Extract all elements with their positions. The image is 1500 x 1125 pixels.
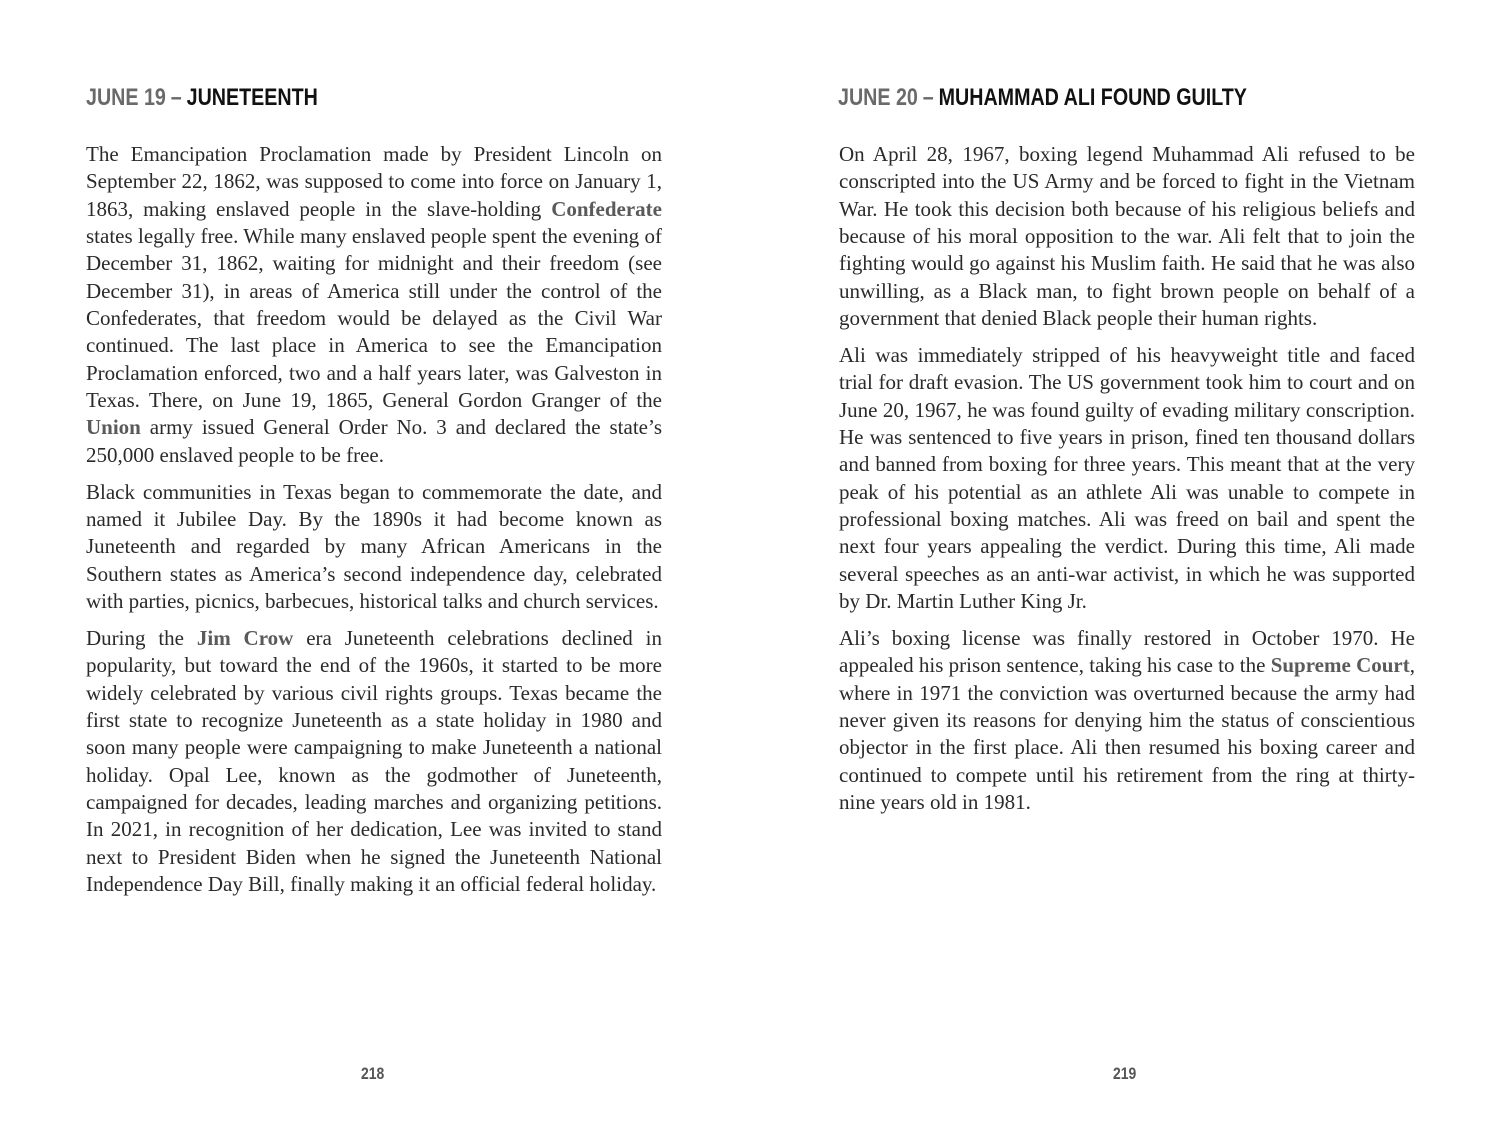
- keyword-supreme-court: Supreme Court: [1270, 653, 1410, 678]
- paragraph: [86, 479, 662, 616]
- paragraph: [86, 625, 662, 898]
- heading-separator: –: [922, 84, 934, 111]
- text-run: On April 28, 1967, boxing legend Muhammad Ali refused to be conscripted into the US Army and be forced to fight in the Vietnam War. He took this decision both because of his religious beliefs and because of his moral opposition to the war. Ali felt that to join the fighting would go against his Muslim faith. He said that he was also unwilling, as a Black man, to fight brown people on behalf of a government that denied Black people their human rights.: [839, 142, 1415, 331]
- text-run: Ali was immediately stripped of his heavyweight title and faced trial for draft evasion. The US government took him to court and on June 20, 1967, he was found guilty of evading military conscription. He was sentenced to five years in prison, fined ten thousand dollars and banned from boxing for three years. This meant that at the very peak of his potential as an athlete Ali was unable to compete in professional boxing matches. Ali was freed on bail and spent the next four years appealing the verdict. During this time, Ali made several speeches as an anti-war activist, in which he was supported by Dr. Martin Luther King Jr.: [839, 342, 1415, 613]
- text-run: , where in 1971 the conviction was overturned because the army had never given its reasons for denying him the status of conscientious objector in the first place. Ali then resumed his boxing career and continued to compete until his retirement from the ring at thirty-nine years old in 1981.: [839, 653, 1415, 814]
- text-run: Ali’s boxing license was finally restored in October 1970. He appealed his prison sentence, taking his case to the: [839, 625, 1415, 678]
- right-page: [750, 0, 1500, 1125]
- keyword-confederate: Confederate: [551, 196, 662, 221]
- entry-body: [839, 141, 1415, 826]
- text-run: states legally free. While many enslaved people spent the evening of December 31, 1862, waiting for midnight and their freedom (see December 31), in areas of America still under the control of the Confederates, that freedom would be delayed as the Civil War continued. The last place in America to see the Emancipation Proclamation enforced, two and a half years later, was Galveston in Texas. There, on June 19, 1865, General Gordon Granger of the: [86, 224, 662, 413]
- entry-title: MUHAMMAD ALI FOUND GUILTY: [938, 84, 1247, 111]
- entry-date: JUNE 20: [838, 84, 918, 111]
- text-run: Black communities in Texas began to commemorate the date, and named it Jubilee Day. By the 1890s it had become known as Juneteenth and regarded by many African Americans in the Southern states as America’s second independence day, celebrated with parties, picnics, barbecues, historical talks and church services.: [86, 479, 662, 613]
- text-run: era Juneteenth celebrations declined in popularity, but toward the end of the 1960s, it started to be more widely celebrated by various civil rights groups. Texas became the first state to recognize Juneteenth as a state holiday in 1980 and soon many people were campaigning to make Juneteenth a national holiday. Opal Lee, known as the godmother of Juneteenth, campaigned for decades, leading marches and organizing petitions. In 2021, in recognition of her dedication, Lee was invited to stand next to President Biden when he signed the Juneteenth National Independence Day Bill, finally making it an official federal holiday.: [86, 625, 662, 896]
- text-run: army issued General Order No. 3 and declared the state’s 250,000 enslaved people to be free.: [86, 415, 662, 467]
- paragraph: [839, 342, 1415, 615]
- heading-separator: –: [170, 84, 182, 111]
- entry-body: [86, 141, 662, 908]
- text-run: During the: [86, 625, 197, 650]
- entry-title: JUNETEENTH: [186, 84, 318, 111]
- text-run: The Emancipation Proclamation made by President Lincoln on September 22, 1862, was supposed to come into force on January 1, 1863, making enslaved people in the slave-holding: [86, 142, 662, 221]
- paragraph: [839, 625, 1415, 816]
- entry-heading: [86, 82, 318, 114]
- paragraph: [839, 141, 1415, 332]
- page-number: 218: [361, 1064, 385, 1083]
- entry-date: JUNE 19: [86, 84, 166, 111]
- keyword-jim-crow: Jim Crow: [196, 625, 294, 650]
- keyword-union: Union: [86, 415, 141, 440]
- paragraph: [86, 141, 662, 469]
- page-number: 219: [1113, 1064, 1137, 1083]
- entry-heading: [838, 82, 1247, 114]
